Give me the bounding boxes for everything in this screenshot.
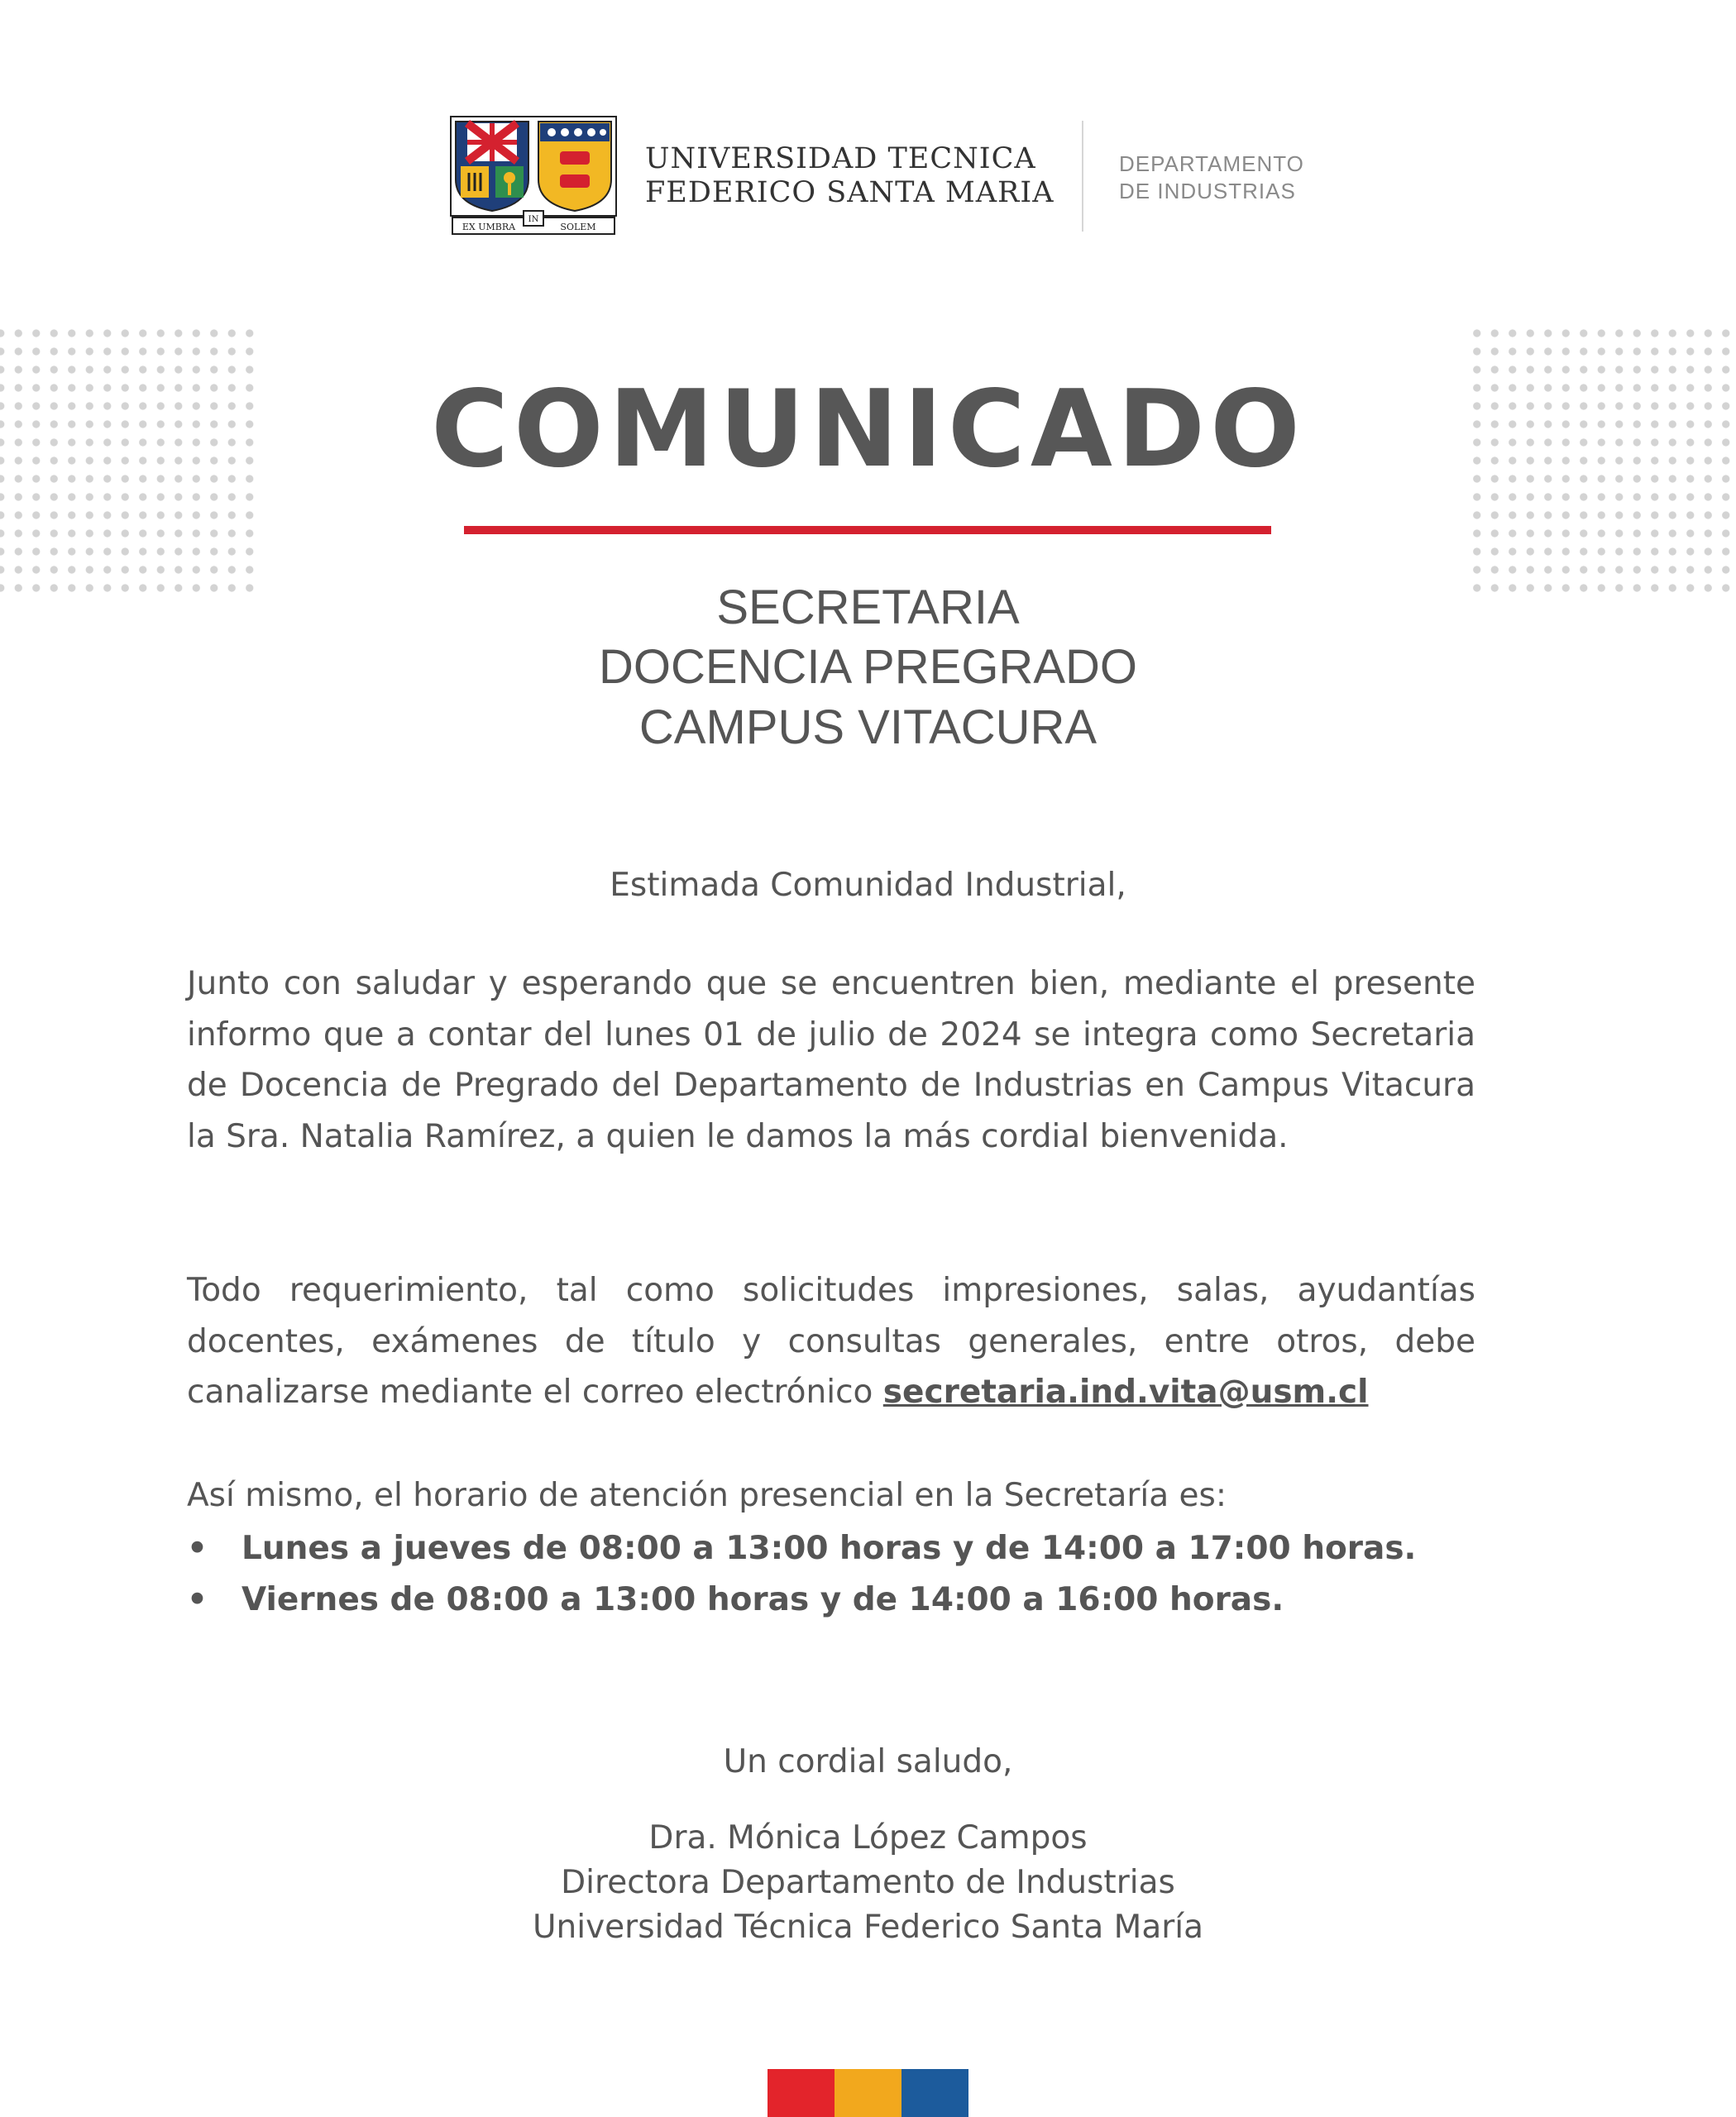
closing: Un cordial saludo,: [723, 1743, 1013, 1780]
subtitle-line-1: SECRETARIA: [716, 581, 1020, 634]
paragraph-announcement: Junto con saludar y esperando que se encuentren bien, mediante el presente informo que a contar del lunes 01 de julio de 2024 se integra como Secretaria de Docencia de Pregrado del Departamento de Industrias en Campus Vitacura la Sra. Natalia Ramírez, a quien le damos la más cordial bienvenida.: [187, 965, 1475, 1155]
title-underline: [464, 526, 1271, 534]
university-name-line2: FEDERICO SANTA MARIA: [645, 176, 1055, 209]
schedule-item: [187, 1530, 1593, 1567]
bullet-icon: •: [187, 1530, 208, 1567]
bullet-icon: •: [187, 1581, 208, 1618]
paragraph-schedule-intro: Así mismo, el horario de atención presencial en la Secretaría es:: [187, 1477, 1227, 1514]
schedule-item-text: Lunes a jueves de 08:00 a 13:00 horas y de 14:00 a 17:00 horas.: [242, 1530, 1417, 1567]
schedule-item: [187, 1581, 1593, 1618]
schedule-item-text: Viernes de 08:00 a 13:00 horas y de 14:00 a 16:00 horas.: [242, 1581, 1284, 1618]
header-divider: [1082, 121, 1083, 232]
footer-bar-blue: [901, 2069, 968, 2117]
page-title: COMUNICADO: [431, 368, 1305, 491]
svg-text:SOLEM: SOLEM: [560, 222, 596, 232]
university-name-line1: UNIVERSIDAD TECNICA: [645, 142, 1036, 175]
svg-text:IN: IN: [528, 215, 539, 224]
signature-role: Directora Departamento de Industrias: [561, 1864, 1175, 1901]
subtitle-line-2: DOCENCIA PREGRADO: [599, 640, 1137, 694]
subtitle-line-3: CAMPUS VITACURA: [638, 700, 1098, 754]
footer-bar-red: [768, 2069, 835, 2117]
footer-bar-yellow: [835, 2069, 901, 2117]
greeting: Estimada Comunidad Industrial,: [610, 867, 1126, 904]
paragraph-requests-text: Todo requerimiento, tal como solicitudes impresiones, salas, ayudantías docentes, exámenes de título y consultas generales, entre otros, debe canalizarse mediante el correo electrónico: [187, 1272, 1475, 1411]
university-crest-logo: [449, 115, 618, 241]
department-name-line2: DE INDUSTRIAS: [1119, 179, 1296, 203]
svg-text:EX UMBRA: EX UMBRA: [461, 222, 516, 232]
signature-institution: Universidad Técnica Federico Santa María: [533, 1909, 1203, 1946]
department-name-line1: DEPARTAMENTO: [1119, 151, 1304, 176]
email-link[interactable]: secretaria.ind.vita@usm.cl: [882, 1374, 1369, 1411]
signature-name: Dra. Mónica López Campos: [648, 1819, 1088, 1857]
paragraph-requests: [187, 1265, 1475, 1418]
